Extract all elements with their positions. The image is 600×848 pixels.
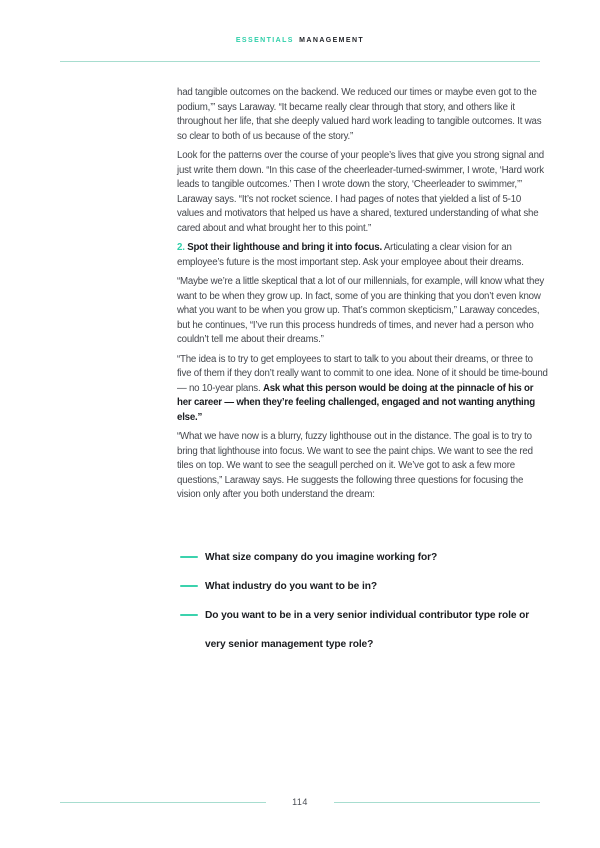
section-lead-text: Articulating a clear vision for an employee’s future is the most important step. Ask your employee about their dreams. bbox=[177, 242, 524, 268]
dash-bullet-icon bbox=[180, 556, 198, 558]
paragraph-bold-text: Ask what this person would be doing at the pinnacle of his or her career — when they’re feeling challenged, engaged and not wanting anything else.” bbox=[177, 382, 535, 423]
header-divider bbox=[60, 61, 540, 62]
question-text: Do you want to be in a very senior individual contributor type role or very senior management type role? bbox=[205, 609, 530, 650]
section-title: Spot their lighthouse and bring it into focus. bbox=[187, 242, 382, 253]
dash-bullet-icon bbox=[180, 585, 198, 587]
question-item bbox=[180, 601, 549, 659]
page-footer bbox=[60, 797, 540, 807]
question-text: What industry do you want to be in? bbox=[205, 580, 377, 592]
paragraph: “Maybe we’re a little skeptical that a lot of our millennials, for example, will know what they want to be when they grow up. In fact, some of you are thinking that you don’t even know what you want to be when you grow up. That’s common skepticism,” Laraway concedes, but he continues, “I’ve run this process hundreds of times, and never had a person who couldn’t tell me about their dreams.” bbox=[177, 276, 545, 345]
page-number: 114 bbox=[292, 797, 308, 807]
paragraph-text: “The idea is to try to get employees to start to talk to you about their dreams, or three to five of them if they don’t really want to commit to one idea. None of it should be time-bound — no 10-year plans. bbox=[177, 353, 548, 394]
paragraph: had tangible outcomes on the backend. We reduced our times or maybe even got to the podium,’” says Laraway. “It became really clear through that story, and others like it throughout her life, that she deeply valued hard work leading to tangible outcomes. It was so clear to both of us because of the story.” bbox=[177, 87, 542, 142]
section-label: MANAGEMENT bbox=[299, 37, 365, 44]
section-number: 2. bbox=[177, 242, 185, 253]
dash-bullet-icon bbox=[180, 614, 198, 616]
questions-list bbox=[177, 543, 549, 659]
page-content bbox=[177, 86, 549, 659]
footer-divider-left bbox=[60, 802, 266, 803]
brand-label: ESSENTIALS bbox=[235, 37, 294, 44]
question-text: What size company do you imagine working for? bbox=[205, 551, 438, 563]
question-item bbox=[180, 572, 549, 601]
question-item bbox=[180, 543, 549, 572]
running-head bbox=[0, 37, 600, 44]
section-heading-paragraph bbox=[177, 241, 549, 270]
paragraph: Look for the patterns over the course of your people’s lives that give you strong signal and just write them down. “In this case of the cheerleader-turned-swimmer, I wrote, ‘Hard work leads to tangible outcomes.’ Then I wrote down the story, ‘Cheerleader to swimmer,’” Laraway says. “It’s not rocket science. I had pages of notes that yielded a list of 5-10 values and motivators that helped us have a shared, textured understanding of what she cared about and what brought her to this point.” bbox=[177, 150, 544, 234]
paragraph bbox=[177, 353, 549, 426]
footer-divider-right bbox=[334, 802, 540, 803]
paragraph: “What we have now is a blurry, fuzzy lighthouse out in the distance. The goal is to try to bring that lighthouse into focus. We want to see the paint chips. We want to see the red tiles on top. We want to see the seagull perched on it. We’ve got to ask a few more questions,” Laraway says. He suggests the following three questions for focusing the vision only after you both understand the dream: bbox=[177, 431, 533, 500]
